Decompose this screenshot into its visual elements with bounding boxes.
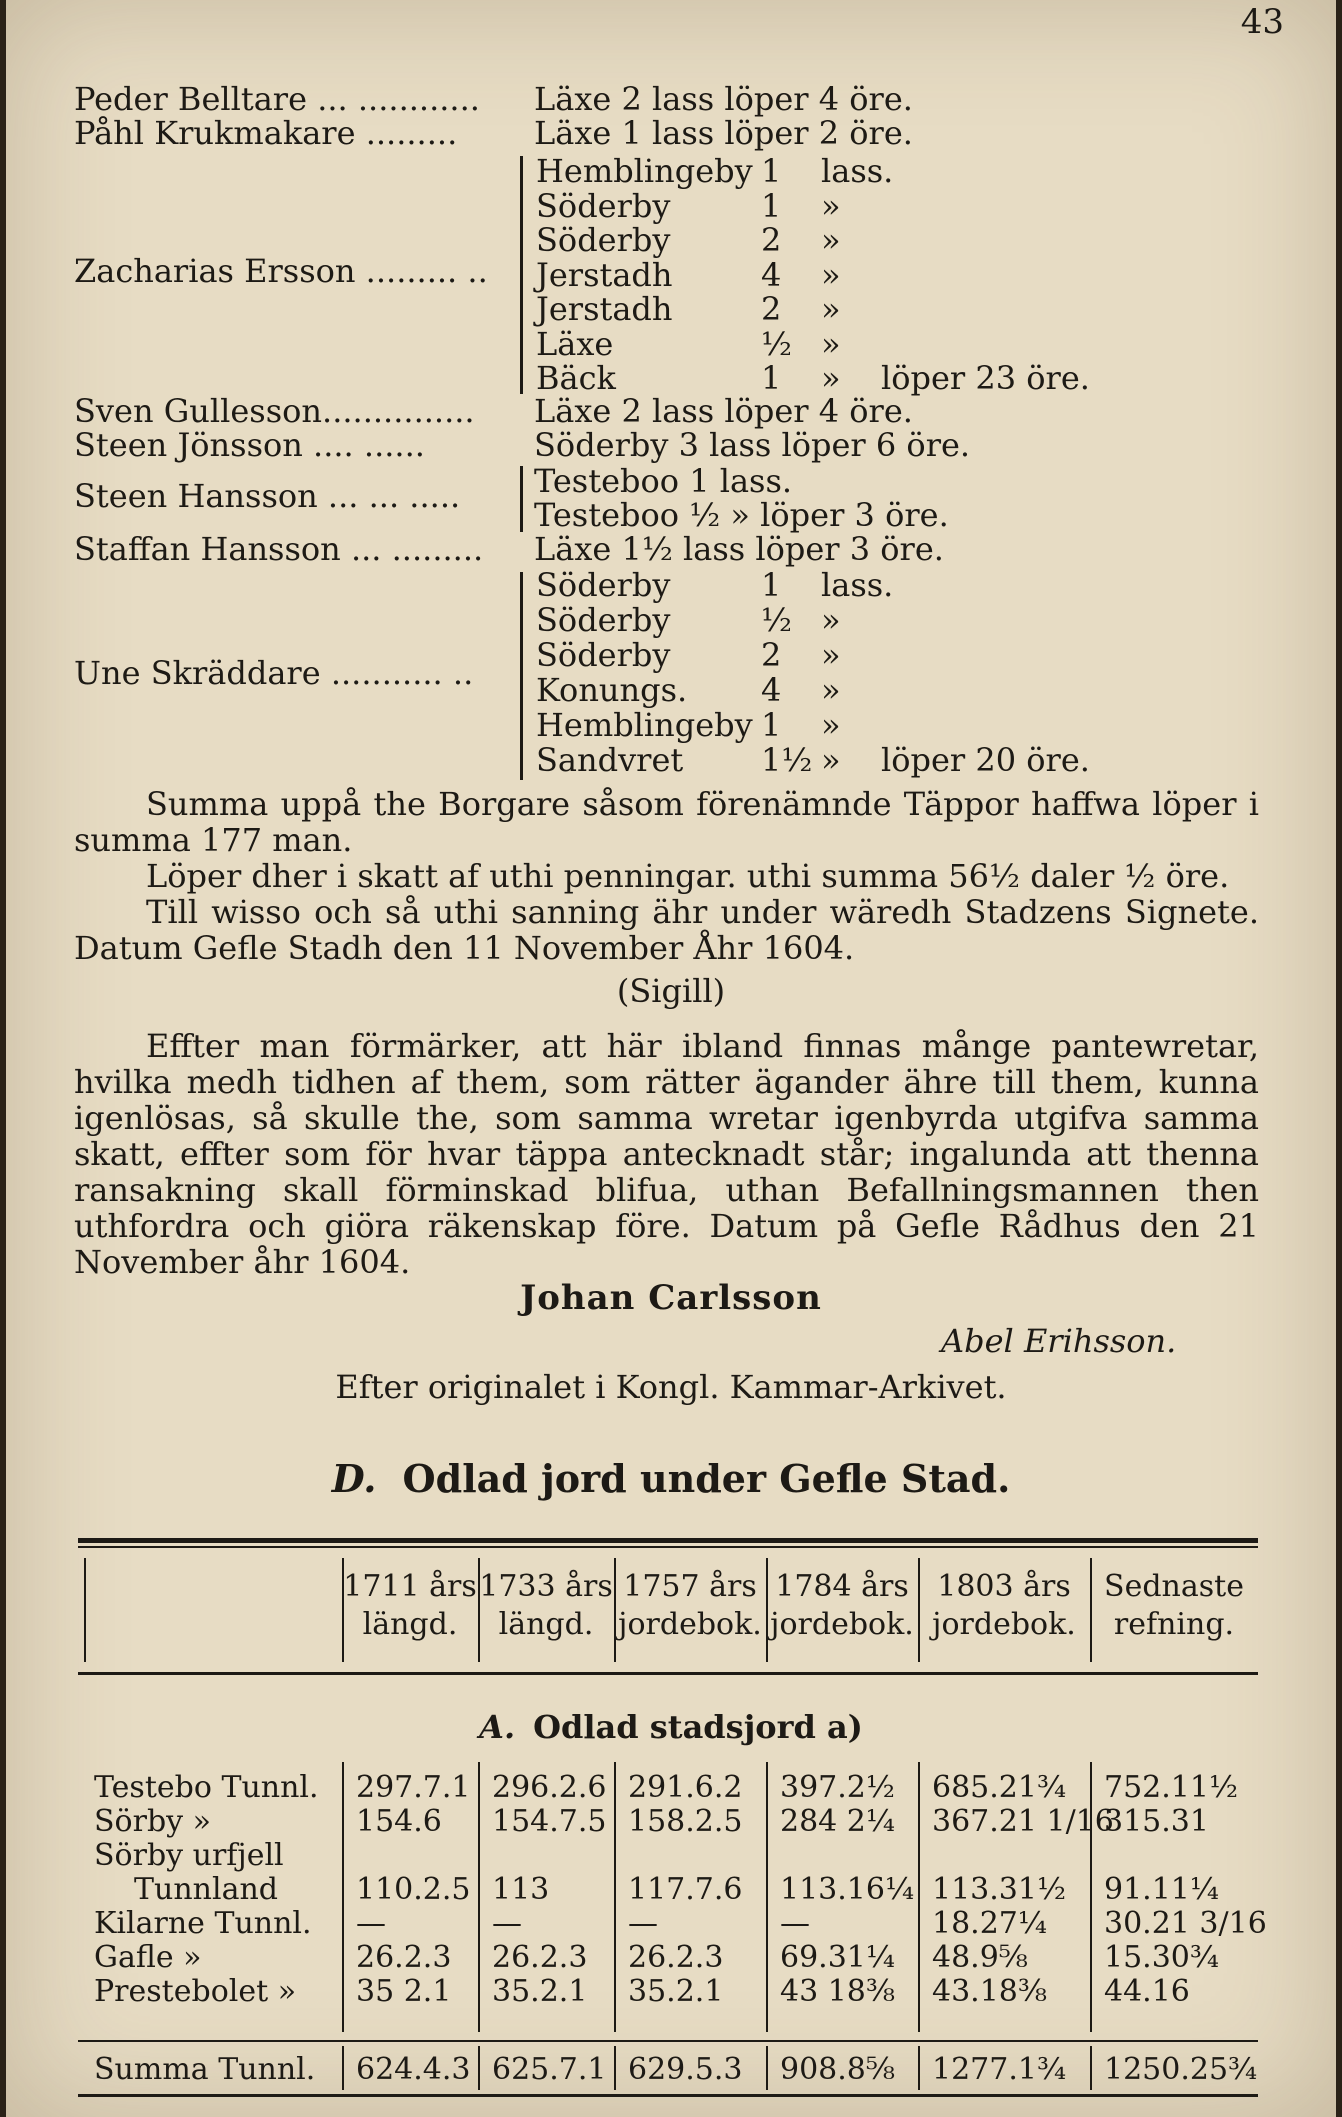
entry-name: Zacharias Ersson ......... .. — [74, 252, 488, 290]
table-head-rule — [78, 1672, 1258, 1675]
table-cell: 26.2.3 — [492, 1940, 588, 1975]
quantity: 2 — [761, 290, 782, 328]
table-bottom-rule — [78, 2094, 1258, 2097]
column-rule — [1090, 1762, 1092, 2032]
table-cell: 113 — [492, 1872, 550, 1907]
total-cell: 625.7.1 — [492, 2052, 607, 2087]
body-paragraph — [74, 1028, 1259, 1280]
place-name: Sandvret — [536, 741, 684, 779]
summary-line: Till wisso och så uthi sanning ähr under wäredh Stadzens Signete. Datum Gefle Stadh den 11 November Åhr 1604. — [74, 893, 1259, 967]
table-cell: 18.27¼ — [932, 1906, 1047, 1941]
table-cell: 26.2.3 — [628, 1940, 724, 1975]
table-cell: 43 18⅜ — [780, 1974, 895, 2009]
signature-2: Abel Erihsson. — [941, 1322, 1177, 1360]
total-cell: 1250.25¾ — [1104, 2052, 1258, 2087]
unit: » — [821, 324, 841, 363]
entry-name: Påhl Krukmakare ......... — [74, 114, 458, 152]
row-label: Sörby urfjell — [94, 1838, 284, 1873]
column-header: 1733 års — [479, 1569, 613, 1604]
total-cell: 624.4.3 — [356, 2052, 471, 2087]
table-cell: 291.6.2 — [628, 1770, 743, 1805]
table-cell: 26.2.3 — [356, 1940, 452, 1975]
fee-note: löper 23 öre. — [881, 359, 1090, 397]
total-label: Summa Tunnl. — [94, 2052, 316, 2087]
entry-name: Une Skräddare ........... .. — [74, 654, 474, 692]
quantity: ½ — [761, 601, 793, 639]
column-header: jordebok. — [618, 1607, 762, 1642]
table-cell: 297.7.1 — [356, 1770, 471, 1805]
unit: » — [821, 741, 841, 779]
quantity: 1 — [761, 152, 782, 190]
table-top-rule — [78, 1538, 1258, 1543]
table-cell: 284 2¼ — [780, 1804, 895, 1839]
entry-value: Läxe 2 lass löper 4 öre. — [534, 80, 913, 118]
bracket — [520, 466, 523, 532]
column-header: refning. — [1113, 1607, 1235, 1642]
place-name: Läxe — [536, 324, 614, 363]
column-rule — [614, 2046, 616, 2090]
entry-value: Läxe 1½ lass löper 3 öre. — [534, 530, 944, 568]
plot-entry — [536, 601, 881, 639]
quantity: 1½ — [761, 741, 813, 779]
table-cell: 315.31 — [1104, 1804, 1209, 1839]
bracket — [520, 572, 523, 780]
total-cell: 629.5.3 — [628, 2052, 743, 2087]
subheading-text: Odlad stadsjord a) — [533, 1708, 863, 1746]
table-sum-rule — [78, 2040, 1258, 2042]
table-cell: 15.30¾ — [1104, 1940, 1219, 1975]
table-cell: 48.9⅝ — [932, 1940, 1028, 1975]
quantity: ½ — [761, 324, 793, 363]
unit: » — [821, 255, 841, 294]
quantity: 1 — [761, 706, 782, 744]
table-top-rule — [78, 1546, 1258, 1548]
entry-name: Sven Gullesson............... — [74, 392, 475, 430]
plot-entry — [536, 636, 881, 674]
row-label: Testebo Tunnl. — [94, 1770, 319, 1805]
section-letter: D. — [331, 1456, 377, 1501]
table-cell: 113.16¼ — [780, 1872, 915, 1907]
table-cell: 30.21 3/16 — [1104, 1906, 1267, 1941]
column-header: 1784 års — [775, 1569, 909, 1604]
summary-text — [74, 786, 1259, 966]
place-name: Jerstadh — [536, 290, 673, 328]
plot-entry — [536, 152, 894, 190]
section-title: Odlad jord under Gefle Stad. — [402, 1456, 1011, 1501]
unit: » — [821, 186, 841, 225]
column-rule — [342, 1762, 344, 2032]
plot-entry — [536, 221, 881, 259]
summary-line: Löper dher i skatt af uthi penningar. uthi summa 56½ daler ½ öre. — [146, 857, 1230, 895]
plot-entry — [536, 671, 881, 709]
table-cell: 91.11¼ — [1104, 1872, 1219, 1907]
unit: » — [821, 636, 841, 674]
table-cell: 110.2.5 — [356, 1872, 471, 1907]
column-header: jordebok. — [770, 1607, 914, 1642]
quantity: 2 — [761, 636, 782, 674]
place-name: Konungs. — [536, 671, 688, 709]
table-cell: 367.21 1/16 — [932, 1804, 1114, 1839]
entry-value: Testeboo ½ » löper 3 öre. — [534, 496, 949, 534]
summary-line: Summa uppå the Borgare såsom förenämnde Täppor haffwa löper i summa 177 man. — [74, 785, 1259, 859]
paragraph-text: Effter man förmärker, att här ibland finnas månge pantewretar, hvilka medh tidhen af them, som rätter ägander ähre till them, kunna igenlösas, så skulle the, som samma wretar igenbyrda utgifva samma skatt, effter som för hvar täppa antecknadt står; ingalunda att thenna ransakning skall förminskad blifua, uthan Befallningsmannen then uthfordra och giöra räkenskap före. Datum på Gefle Rådhus den 21 November åhr 1604. — [74, 1027, 1259, 1281]
place-name: Söderby — [536, 636, 671, 674]
entry-value: Testeboo 1 lass. — [534, 462, 793, 500]
entry-value: Söderby 3 lass löper 6 öre. — [534, 426, 971, 464]
column-rule — [478, 2046, 480, 2090]
table-cell: 158.2.5 — [628, 1804, 743, 1839]
book-page — [6, 0, 1336, 2117]
place-name: Söderby — [536, 221, 671, 259]
total-cell: 1277.1¾ — [932, 2052, 1067, 2087]
quantity: 1 — [761, 186, 782, 225]
unit: » — [821, 706, 841, 744]
entry-value: Läxe 2 lass löper 4 öre. — [534, 392, 913, 430]
table-cell: 44.16 — [1104, 1974, 1190, 2009]
column-rule — [918, 1762, 920, 2032]
plot-entry — [536, 256, 881, 294]
place-name: Jerstadh — [536, 255, 673, 294]
subheading-letter: A. — [479, 1708, 516, 1746]
column-header: Sednaste — [1104, 1569, 1244, 1604]
table-cell: 154.7.5 — [492, 1804, 607, 1839]
table-cell: 296.2.6 — [492, 1770, 607, 1805]
table-cell: 113.31½ — [932, 1872, 1067, 1907]
column-header: 1803 års — [937, 1569, 1071, 1604]
table-cell: 685.21¾ — [932, 1770, 1067, 1805]
table-cell: 154.6 — [356, 1804, 442, 1839]
plot-entry — [536, 566, 894, 604]
plot-entry — [536, 290, 881, 328]
table-cell: 117.7.6 — [628, 1872, 743, 1907]
column-rule — [478, 1762, 480, 2032]
row-label: Sörby » — [94, 1804, 211, 1839]
quantity: 4 — [761, 671, 782, 709]
unit: lass. — [821, 566, 894, 604]
unit: » — [821, 221, 841, 259]
unit: » — [821, 359, 841, 397]
row-label: Tunnland — [134, 1872, 278, 1907]
unit: » — [821, 601, 841, 639]
plot-entry — [536, 741, 1090, 779]
row-label: Gafle » — [94, 1940, 202, 1975]
table-cell: 35.2.1 — [628, 1974, 724, 2009]
column-header: längd. — [362, 1607, 458, 1642]
quantity: 2 — [761, 221, 782, 259]
column-rule — [614, 1762, 616, 2032]
sigill: (Sigill) — [616, 972, 726, 1010]
column-header: 1711 års — [343, 1569, 477, 1604]
section-heading — [6, 1456, 1336, 1501]
table-cell: 43.18⅜ — [932, 1974, 1047, 2009]
signature-1: Johan Carlsson — [520, 1278, 822, 1318]
table-cell: 35.2.1 — [492, 1974, 588, 2009]
table-subheading — [6, 1708, 1336, 1746]
column-rule — [918, 2046, 920, 2090]
entry-name: Steen Hansson ... ... ..... — [74, 477, 461, 515]
table-cell: — — [356, 1906, 386, 1941]
column-header: jordebok. — [932, 1607, 1076, 1642]
quantity: 1 — [761, 359, 782, 397]
table-cell: — — [628, 1906, 658, 1941]
unit: » — [821, 671, 841, 709]
column-header: 1757 års — [623, 1569, 757, 1604]
entry-name: Staffan Hansson ... ......... — [74, 530, 484, 568]
column-rule — [1090, 2046, 1092, 2090]
table-cell: 752.11½ — [1104, 1770, 1239, 1805]
plot-entry — [536, 325, 881, 363]
place-name: Söderby — [536, 566, 671, 604]
total-cell: 908.8⅝ — [780, 2052, 895, 2087]
bracket — [520, 156, 523, 394]
quantity: 4 — [761, 255, 782, 294]
column-rule — [84, 1558, 86, 1662]
entry-value: Läxe 1 lass löper 2 öre. — [534, 114, 913, 152]
row-label: Kilarne Tunnl. — [94, 1906, 312, 1941]
unit: lass. — [821, 152, 894, 190]
table-cell: — — [780, 1906, 810, 1941]
plot-entry — [536, 187, 881, 225]
quantity: 1 — [761, 566, 782, 604]
plot-entry — [536, 706, 881, 744]
column-rule — [766, 1762, 768, 2032]
row-label: Prestebolet » — [94, 1974, 297, 2009]
place-name: Söderby — [536, 601, 671, 639]
place-name: Hemblingeby — [536, 152, 753, 190]
place-name: Hemblingeby — [536, 706, 753, 744]
unit: » — [821, 290, 841, 328]
column-header: längd. — [498, 1607, 594, 1642]
column-rule — [342, 2046, 344, 2090]
table-cell: — — [492, 1906, 522, 1941]
source-note: Efter originalet i Kongl. Kammar-Arkivet. — [335, 1368, 1007, 1406]
place-name: Bäck — [536, 359, 616, 397]
place-name: Söderby — [536, 186, 671, 225]
entry-name: Peder Belltare ... ............ — [74, 80, 480, 118]
fee-note: löper 20 öre. — [881, 741, 1090, 779]
table-cell: 35 2.1 — [356, 1974, 452, 2009]
table-cell: 69.31¼ — [780, 1940, 895, 1975]
column-rule — [766, 2046, 768, 2090]
table-cell: 397.2½ — [780, 1770, 895, 1805]
entry-name: Steen Jönsson .... ...... — [74, 426, 425, 464]
page-number: 43 — [1240, 2, 1284, 42]
